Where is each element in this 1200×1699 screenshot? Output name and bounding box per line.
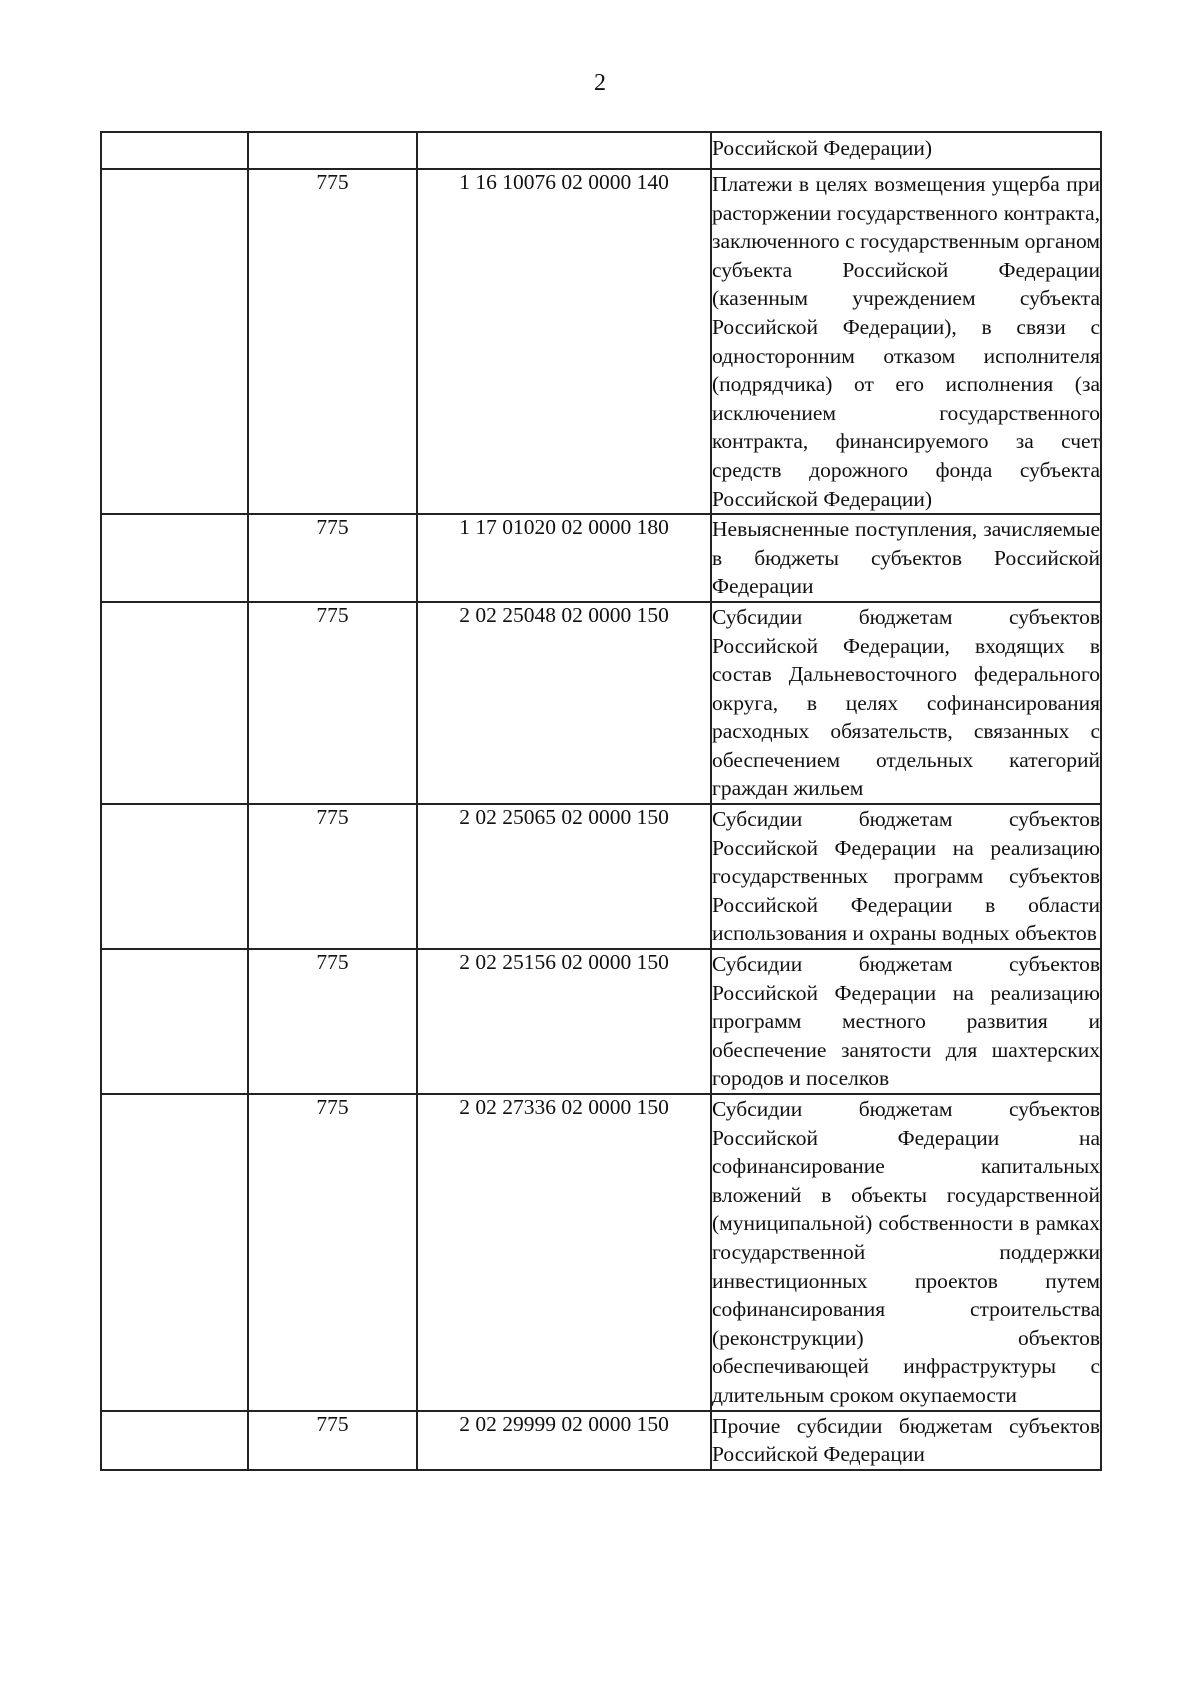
empty-cell <box>101 602 248 804</box>
admin-code-cell: 775 <box>248 1411 417 1470</box>
admin-code-cell <box>248 132 417 169</box>
description-cell: Прочие субсидии бюджетам субъектов Российской Федерации <box>711 1411 1101 1470</box>
table-row <box>101 514 1101 602</box>
revenue-code-cell: 2 02 25048 02 0000 150 <box>417 602 711 804</box>
revenue-code-cell: 1 16 10076 02 0000 140 <box>417 169 711 514</box>
description-cell: Платежи в целях возмещения ущерба при расторжении государственного контракта, заключенного с государственным органом субъекта Российской Федерации (казенным учреждением субъекта Российской Федерации), в связи с односторонним отказом исполнителя (подрядчика) от его исполнения (за исключением государственного контракта, финансируемого за счет средств дорожного фонда субъекта Российской Федерации) <box>711 169 1101 514</box>
table-row-continuation <box>101 132 1101 169</box>
revenue-code-cell <box>417 132 711 169</box>
table-row <box>101 1411 1101 1470</box>
empty-cell <box>101 804 248 949</box>
admin-code-cell: 775 <box>248 949 417 1094</box>
admin-code-cell: 775 <box>248 602 417 804</box>
revenue-code-cell: 1 17 01020 02 0000 180 <box>417 514 711 602</box>
description-cell: Субсидии бюджетам субъектов Российской Федерации на софинансирование капитальных вложений в объекты государственной (муниципальной) собственности в рамках государственной поддержки инвестиционных проектов путем софинансирования строительства (реконструкции) объектов обеспечивающей инфраструктуры с длительным сроком окупаемости <box>711 1094 1101 1411</box>
empty-cell <box>101 169 248 514</box>
empty-cell <box>101 132 248 169</box>
empty-cell <box>101 514 248 602</box>
revenue-code-cell: 2 02 27336 02 0000 150 <box>417 1094 711 1411</box>
table-row <box>101 1094 1101 1411</box>
table-row <box>101 949 1101 1094</box>
revenue-codes-table <box>100 131 1102 1471</box>
table-row <box>101 169 1101 514</box>
description-cell: Субсидии бюджетам субъектов Российской Федерации на реализацию программ местного развития и обеспечение занятости для шахтерских городов и поселков <box>711 949 1101 1094</box>
table-row <box>101 804 1101 949</box>
admin-code-cell: 775 <box>248 514 417 602</box>
admin-code-cell: 775 <box>248 1094 417 1411</box>
revenue-code-cell: 2 02 25065 02 0000 150 <box>417 804 711 949</box>
description-cell: Российской Федерации) <box>711 132 1101 169</box>
revenue-code-cell: 2 02 25156 02 0000 150 <box>417 949 711 1094</box>
empty-cell <box>101 949 248 1094</box>
admin-code-cell: 775 <box>248 169 417 514</box>
empty-cell <box>101 1411 248 1470</box>
table-row <box>101 602 1101 804</box>
admin-code-cell: 775 <box>248 804 417 949</box>
description-cell: Невыясненные поступления, зачисляемые в бюджеты субъектов Российской Федерации <box>711 514 1101 602</box>
revenue-code-cell: 2 02 29999 02 0000 150 <box>417 1411 711 1470</box>
empty-cell <box>101 1094 248 1411</box>
description-cell: Субсидии бюджетам субъектов Российской Федерации, входящих в состав Дальневосточного федерального округа, в целях софинансирования расходных обязательств, связанных с обеспечением отдельных категорий граждан жильем <box>711 602 1101 804</box>
page-number: 2 <box>594 70 606 96</box>
description-cell: Субсидии бюджетам субъектов Российской Федерации на реализацию государственных программ субъектов Российской Федерации в области использования и охраны водных объектов <box>711 804 1101 949</box>
